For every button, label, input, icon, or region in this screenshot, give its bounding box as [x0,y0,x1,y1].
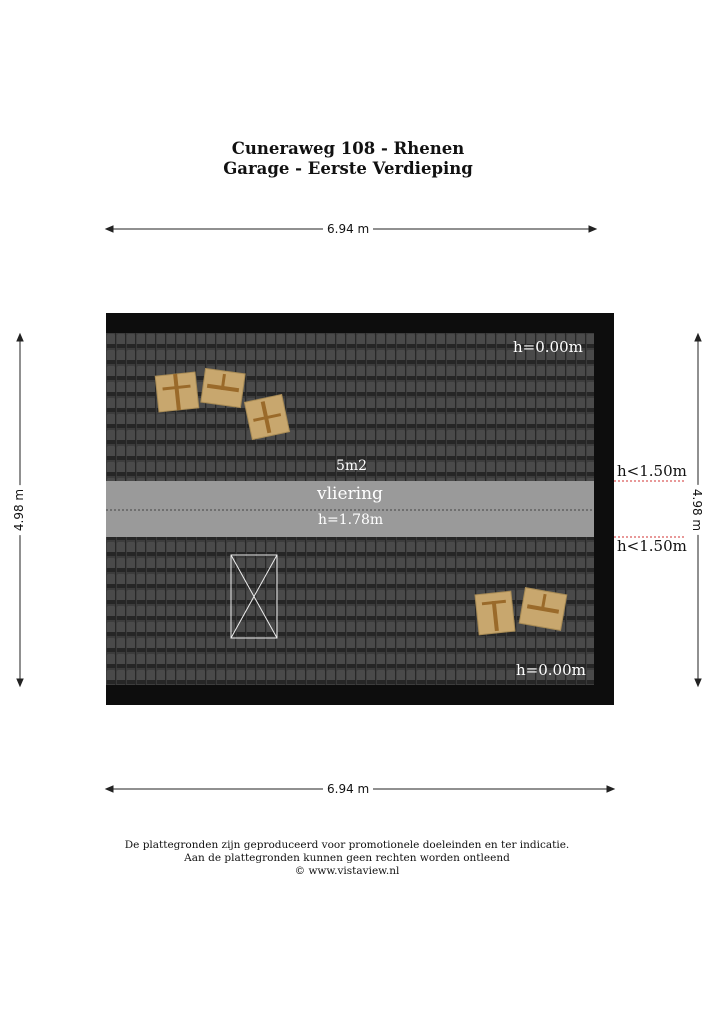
disclaimer-line-2: Aan de plattegronden kunnen geen rechten worden ontleend [184,852,510,864]
room-name-label: vliering [317,484,383,504]
limit-top-label: h<1.50m [617,462,687,480]
area-label: 5m2 [336,458,368,474]
address-title: Cuneraweg 108 - Rhenen [231,139,465,158]
eave-height-bottom-label: h=0.00m [516,661,586,679]
disclaimer-line-1: De plattegronden zijn geproduceerd voor promotionele doeleinden en ter indicatie. [124,839,570,851]
limit-bottom-label: h<1.50m [617,537,687,555]
dimension-right: 4.98 m [690,485,704,535]
copyright-line: © www.vistaview.nl [294,865,400,877]
dimension-bottom: 6.94 m [323,782,373,796]
floor-title: Garage - Eerste Verdieping [223,159,473,178]
ridge-height-label: h=1.78m [318,512,384,528]
dimension-left: 4.98 m [12,485,26,535]
eave-height-top-label: h=0.00m [513,338,583,356]
dimension-top: 6.94 m [323,222,373,236]
